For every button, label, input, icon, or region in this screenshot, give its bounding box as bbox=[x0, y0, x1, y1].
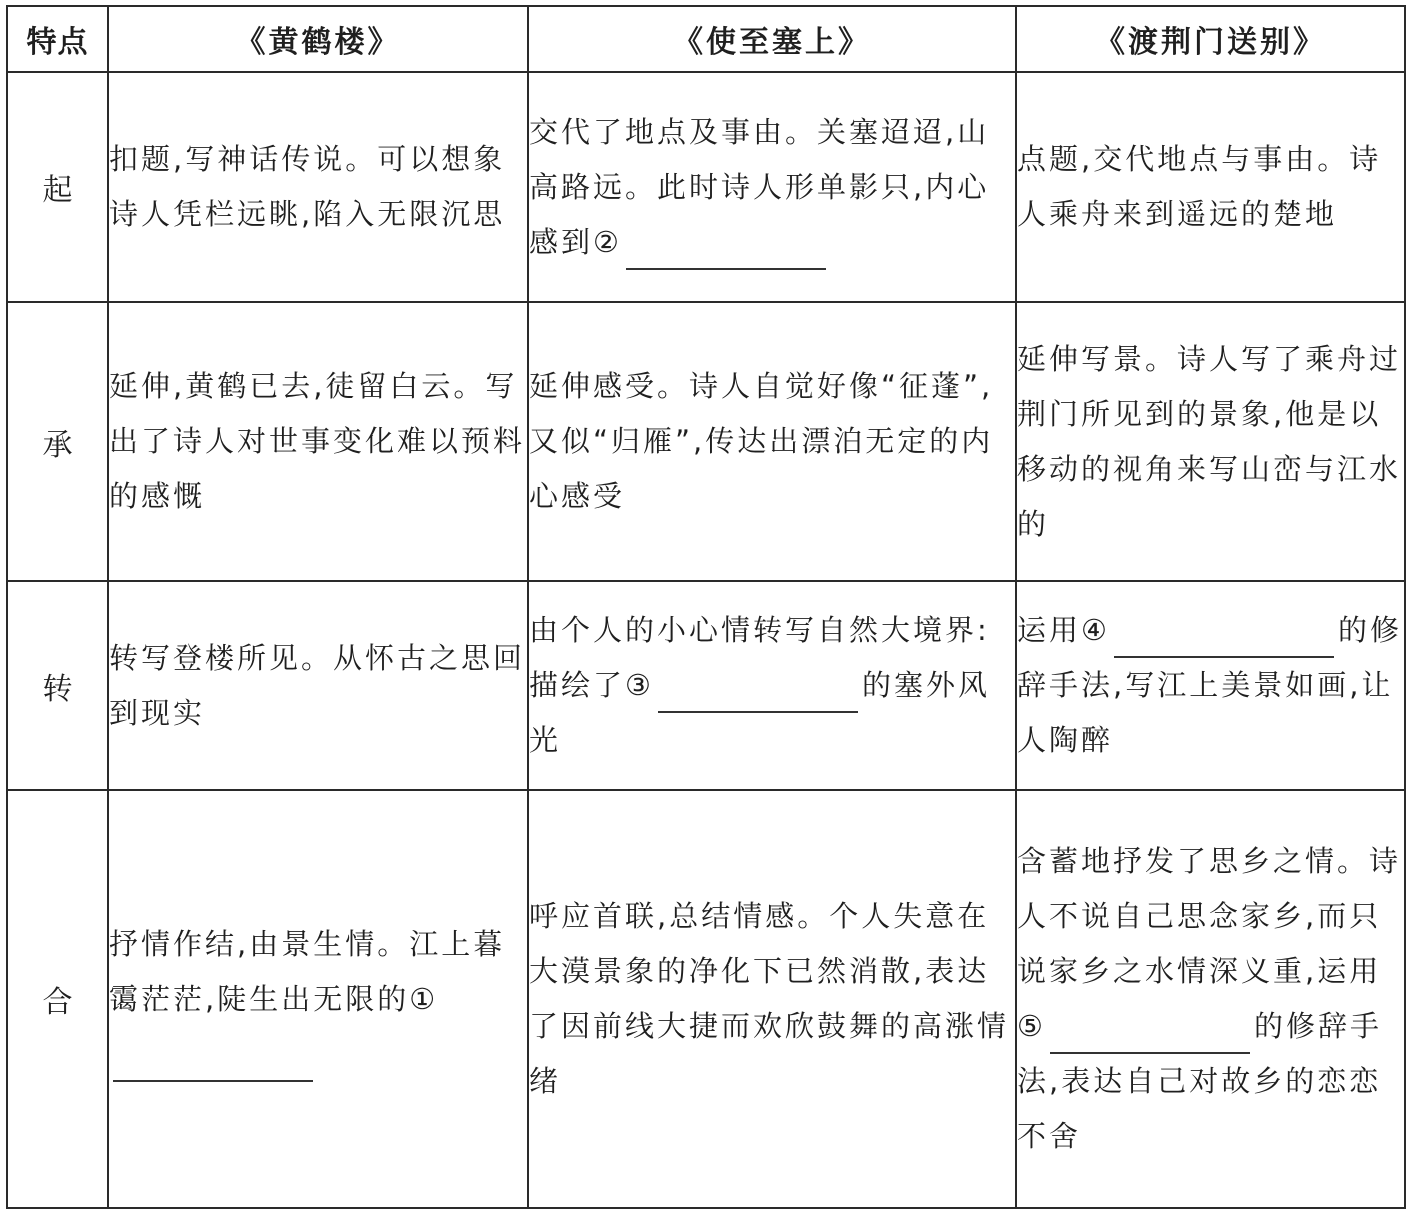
cell-text: 运用④ bbox=[1017, 613, 1110, 647]
table-row bbox=[7, 72, 1405, 302]
cell-shizhisaishang bbox=[528, 790, 1016, 1208]
cell-text: 呼应首联,总结情感。个人失意在大漠景象的净化下已然消散,表达了因前线大捷而欢欣鼓舞的高涨情绪 bbox=[529, 899, 1010, 1098]
cell-text: 延伸感受。诗人自觉好像“征蓬”,又似“归雁”,传达出漂泊无定的内心感受 bbox=[529, 369, 994, 513]
answer-blank-3[interactable] bbox=[658, 677, 858, 713]
answer-blank-5[interactable] bbox=[1050, 1018, 1250, 1054]
cell-huanghelou bbox=[108, 581, 528, 790]
cell-text: 点题,交代地点与事由。诗人乘舟来到遥远的楚地 bbox=[1017, 142, 1382, 231]
header-poem-huanghelou: 《黄鹤楼》 bbox=[108, 6, 528, 72]
table-row bbox=[7, 581, 1405, 790]
answer-blank-1[interactable] bbox=[113, 1046, 313, 1082]
cell-text: 含蓄地抒发了思乡之情。诗人不说自己思念家乡,而只说家乡之水情深义重,运用⑤ bbox=[1017, 844, 1402, 1043]
cell-dujingmen bbox=[1016, 302, 1405, 581]
cell-dujingmen bbox=[1016, 72, 1405, 302]
cell-huanghelou bbox=[108, 790, 528, 1208]
cell-huanghelou bbox=[108, 302, 528, 581]
cell-text: 由个人的小心情转写自然大境界:描绘了③ bbox=[529, 613, 990, 702]
feature-label: 承 bbox=[7, 302, 108, 581]
table-row bbox=[7, 302, 1405, 581]
feature-label: 合 bbox=[7, 790, 108, 1208]
header-feature: 特点 bbox=[7, 6, 108, 72]
comparison-table bbox=[6, 5, 1406, 1209]
header-poem-shizhisaishang: 《使至塞上》 bbox=[528, 6, 1016, 72]
cell-text: 交代了地点及事由。关塞迢迢,山高路远。此时诗人形单影只,内心感到② bbox=[529, 114, 990, 259]
cell-text: 延伸,黄鹤已去,徒留白云。写出了诗人对世事变化难以预料的感慨 bbox=[109, 369, 526, 513]
cell-dujingmen bbox=[1016, 790, 1405, 1208]
table-row bbox=[7, 790, 1405, 1208]
header-row bbox=[7, 6, 1405, 72]
cell-text: 的修辞手法,表达自己对故乡的恋恋不舍 bbox=[1017, 1009, 1383, 1153]
cell-text: 转写登楼所见。从怀古之思回到现实 bbox=[109, 640, 526, 730]
cell-shizhisaishang bbox=[528, 581, 1016, 790]
cell-text: 延伸写景。诗人写了乘舟过荆门所见到的景象,他是以移动的视角来写山峦与江水的 bbox=[1017, 341, 1402, 541]
cell-shizhisaishang bbox=[528, 302, 1016, 581]
feature-label: 起 bbox=[7, 72, 108, 302]
header-poem-dujingmen: 《渡荆门送别》 bbox=[1016, 6, 1405, 72]
cell-huanghelou bbox=[108, 72, 528, 302]
cell-text: 扣题,写神话传说。可以想象诗人凭栏远眺,陷入无限沉思 bbox=[109, 142, 506, 231]
cell-text: 的修辞手法,写江上美景如画,让人陶醉 bbox=[1017, 613, 1403, 757]
feature-label: 转 bbox=[7, 581, 108, 790]
answer-blank-2[interactable] bbox=[626, 234, 826, 270]
cell-dujingmen bbox=[1016, 581, 1405, 790]
cell-shizhisaishang bbox=[528, 72, 1016, 302]
cell-text: 抒情作结,由景生情。江上暮霭茫茫,陡生出无限的① bbox=[109, 926, 506, 1016]
answer-blank-4[interactable] bbox=[1114, 622, 1334, 658]
cell-text: 的塞外风光 bbox=[529, 668, 991, 757]
